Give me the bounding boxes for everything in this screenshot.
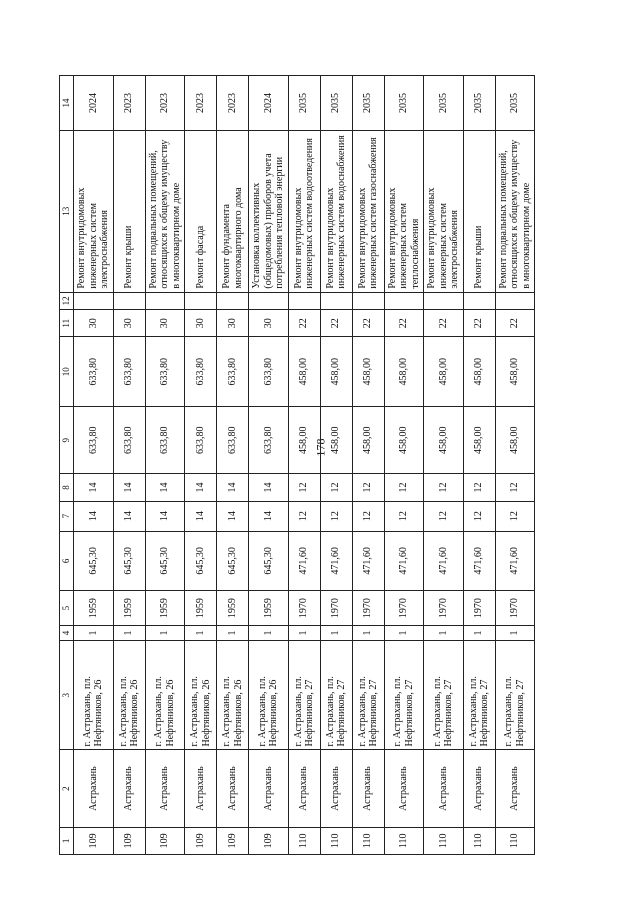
col9-area-cell: 633,80 (145, 407, 185, 474)
address-cell: г. Астрахань, пл. Нефтяников, 27 (424, 640, 464, 750)
col7-cell: 14 (217, 501, 249, 531)
col7-cell: 14 (249, 501, 289, 531)
work-type-cell: Ремонт подвальных помещений, относящихся к общему имуществу в многоквартирном доме (145, 130, 185, 292)
city-cell: Астрахань (320, 750, 352, 827)
address-cell: г. Астрахань, пл. Нефтяников, 26 (74, 640, 114, 750)
rotated-table-wrapper (59, 75, 579, 855)
year-built-cell: 1970 (288, 591, 320, 626)
work-type-cell: Ремонт внутридомовых инженерных систем теплоснабжения (384, 130, 424, 292)
column-number-11: 11 (60, 310, 74, 337)
year-built-cell: 1970 (495, 591, 535, 626)
work-type-cell: Ремонт крыши (113, 130, 145, 292)
col4-cell: 1 (74, 626, 114, 641)
table-row (384, 76, 424, 855)
col9-area-cell: 458,00 (320, 407, 352, 474)
col10-area-cell: 633,80 (74, 337, 114, 407)
col9-area-cell: 458,00 (424, 407, 464, 474)
row-index: 110 (288, 827, 320, 854)
year-built-cell: 1959 (74, 591, 114, 626)
row-index: 109 (145, 827, 185, 854)
col4-cell: 1 (185, 626, 217, 641)
col8-cell: 14 (249, 474, 289, 501)
year-planned-cell: 2035 (463, 76, 495, 131)
col7-cell: 12 (288, 501, 320, 531)
city-cell: Астрахань (145, 750, 185, 827)
city-cell: Астрахань (463, 750, 495, 827)
year-planned-cell: 2024 (249, 76, 289, 131)
repair-schedule-table (59, 75, 535, 855)
year-built-cell: 1970 (384, 591, 424, 626)
col12-cell (495, 292, 535, 309)
col9-area-cell: 633,80 (217, 407, 249, 474)
col4-cell: 1 (113, 626, 145, 641)
column-number-9: 9 (60, 407, 74, 474)
column-number-10: 10 (60, 337, 74, 407)
col8-cell: 12 (320, 474, 352, 501)
year-planned-cell: 2023 (217, 76, 249, 131)
col12-cell (217, 292, 249, 309)
work-type-cell: Ремонт внутридомовых инженерных систем водоотведения (288, 130, 320, 292)
work-type-cell: Ремонт внутридомовых инженерных систем водоснабжения (320, 130, 352, 292)
col11-cell: 30 (74, 310, 114, 337)
table-row (495, 76, 535, 855)
total-area-cell: 471,60 (384, 531, 424, 591)
address-cell: г. Астрахань, пл. Нефтяников, 27 (495, 640, 535, 750)
col11-cell: 22 (352, 310, 384, 337)
table-row (352, 76, 384, 855)
col4-cell: 1 (249, 626, 289, 641)
col12-cell (249, 292, 289, 309)
column-number-12: 12 (60, 292, 74, 309)
col9-area-cell: 458,00 (384, 407, 424, 474)
table-row (288, 76, 320, 855)
column-number-1: 1 (60, 827, 74, 854)
col9-area-cell: 633,80 (113, 407, 145, 474)
row-index: 109 (217, 827, 249, 854)
address-cell: г. Астрахань, пл. Нефтяников, 26 (217, 640, 249, 750)
row-index: 110 (463, 827, 495, 854)
city-cell: Астрахань (495, 750, 535, 827)
col11-cell: 22 (384, 310, 424, 337)
table-row (74, 76, 114, 855)
col7-cell: 14 (145, 501, 185, 531)
row-index: 110 (352, 827, 384, 854)
col11-cell: 30 (145, 310, 185, 337)
year-built-cell: 1970 (320, 591, 352, 626)
column-number-14: 14 (60, 76, 74, 131)
col4-cell: 1 (217, 626, 249, 641)
col10-area-cell: 633,80 (185, 337, 217, 407)
work-type-cell: Ремонт фундамента многоквартирного дома (217, 130, 249, 292)
col8-cell: 12 (424, 474, 464, 501)
col4-cell: 1 (352, 626, 384, 641)
col10-area-cell: 458,00 (495, 337, 535, 407)
col4-cell: 1 (288, 626, 320, 641)
table-body (74, 76, 535, 855)
col4-cell: 1 (495, 626, 535, 641)
work-type-cell: Ремонт внутридомовых инженерных систем электроснабжения (424, 130, 464, 292)
address-cell: г. Астрахань, пл. Нефтяников, 27 (463, 640, 495, 750)
col11-cell: 22 (424, 310, 464, 337)
col11-cell: 30 (113, 310, 145, 337)
table-row (463, 76, 495, 855)
col10-area-cell: 458,00 (320, 337, 352, 407)
total-area-cell: 645,30 (113, 531, 145, 591)
year-planned-cell: 2035 (384, 76, 424, 131)
year-built-cell: 1959 (145, 591, 185, 626)
total-area-cell: 645,30 (217, 531, 249, 591)
col10-area-cell: 633,80 (249, 337, 289, 407)
col12-cell (185, 292, 217, 309)
address-cell: г. Астрахань, пл. Нефтяников, 27 (352, 640, 384, 750)
col11-cell: 22 (463, 310, 495, 337)
total-area-cell: 645,30 (185, 531, 217, 591)
col11-cell: 30 (217, 310, 249, 337)
total-area-cell: 645,30 (249, 531, 289, 591)
year-built-cell: 1970 (424, 591, 464, 626)
col7-cell: 14 (113, 501, 145, 531)
col8-cell: 12 (463, 474, 495, 501)
col11-cell: 30 (249, 310, 289, 337)
year-planned-cell: 2035 (352, 76, 384, 131)
column-number-5: 5 (60, 591, 74, 626)
col8-cell: 14 (74, 474, 114, 501)
work-type-cell: Установка коллективных (общедомовых) приборов учета потребления тепловой энергии (249, 130, 289, 292)
total-area-cell: 471,60 (352, 531, 384, 591)
col8-cell: 14 (217, 474, 249, 501)
city-cell: Астрахань (74, 750, 114, 827)
col10-area-cell: 458,00 (463, 337, 495, 407)
col7-cell: 12 (352, 501, 384, 531)
col12-cell (113, 292, 145, 309)
year-built-cell: 1959 (217, 591, 249, 626)
col10-area-cell: 458,00 (352, 337, 384, 407)
col7-cell: 14 (185, 501, 217, 531)
address-cell: г. Астрахань, пл. Нефтяников, 26 (145, 640, 185, 750)
address-cell: г. Астрахань, пл. Нефтяников, 26 (113, 640, 145, 750)
col7-cell: 12 (495, 501, 535, 531)
total-area-cell: 471,60 (463, 531, 495, 591)
address-cell: г. Астрахань, пл. Нефтяников, 26 (249, 640, 289, 750)
col4-cell: 1 (463, 626, 495, 641)
year-planned-cell: 2023 (185, 76, 217, 131)
col8-cell: 14 (185, 474, 217, 501)
col7-cell: 12 (384, 501, 424, 531)
col4-cell: 1 (320, 626, 352, 641)
col12-cell (145, 292, 185, 309)
year-planned-cell: 2023 (113, 76, 145, 131)
year-planned-cell: 2035 (424, 76, 464, 131)
total-area-cell: 471,60 (288, 531, 320, 591)
col7-cell: 14 (74, 501, 114, 531)
col9-area-cell: 633,80 (249, 407, 289, 474)
col12-cell (463, 292, 495, 309)
column-number-13: 13 (60, 130, 74, 292)
column-number-7: 7 (60, 501, 74, 531)
page-number: 178 (313, 438, 328, 457)
column-number-6: 6 (60, 531, 74, 591)
year-planned-cell: 2035 (288, 76, 320, 131)
col10-area-cell: 458,00 (384, 337, 424, 407)
work-type-cell: Ремонт внутридомовых инженерных систем газоснабжения (352, 130, 384, 292)
col12-cell (424, 292, 464, 309)
year-planned-cell: 2023 (145, 76, 185, 131)
col12-cell (320, 292, 352, 309)
row-index: 110 (495, 827, 535, 854)
col9-area-cell: 633,80 (185, 407, 217, 474)
year-planned-cell: 2035 (495, 76, 535, 131)
total-area-cell: 471,60 (320, 531, 352, 591)
row-index: 110 (424, 827, 464, 854)
row-index: 109 (185, 827, 217, 854)
col12-cell (288, 292, 320, 309)
col10-area-cell: 633,80 (113, 337, 145, 407)
row-index: 110 (320, 827, 352, 854)
col7-cell: 12 (463, 501, 495, 531)
city-cell: Астрахань (424, 750, 464, 827)
total-area-cell: 471,60 (495, 531, 535, 591)
col9-area-cell: 458,00 (352, 407, 384, 474)
col12-cell (384, 292, 424, 309)
col11-cell: 22 (288, 310, 320, 337)
city-cell: Астрахань (217, 750, 249, 827)
year-built-cell: 1959 (113, 591, 145, 626)
column-number-2: 2 (60, 750, 74, 827)
col8-cell: 12 (352, 474, 384, 501)
row-index: 109 (249, 827, 289, 854)
table-row (145, 76, 185, 855)
total-area-cell: 645,30 (145, 531, 185, 591)
city-cell: Астрахань (113, 750, 145, 827)
address-cell: г. Астрахань, пл. Нефтяников, 26 (185, 640, 217, 750)
col8-cell: 12 (384, 474, 424, 501)
column-number-3: 3 (60, 640, 74, 750)
col12-cell (74, 292, 114, 309)
row-index: 110 (384, 827, 424, 854)
col11-cell: 22 (495, 310, 535, 337)
city-cell: Астрахань (249, 750, 289, 827)
col9-area-cell: 458,00 (288, 407, 320, 474)
city-cell: Астрахань (288, 750, 320, 827)
table-row (113, 76, 145, 855)
total-area-cell: 645,30 (74, 531, 114, 591)
col10-area-cell: 458,00 (424, 337, 464, 407)
col9-area-cell: 458,00 (463, 407, 495, 474)
year-planned-cell: 2024 (74, 76, 114, 131)
city-cell: Астрахань (185, 750, 217, 827)
year-built-cell: 1959 (185, 591, 217, 626)
col12-cell (352, 292, 384, 309)
address-cell: г. Астрахань, пл. Нефтяников, 27 (288, 640, 320, 750)
col4-cell: 1 (424, 626, 464, 641)
year-built-cell: 1970 (352, 591, 384, 626)
city-cell: Астрахань (384, 750, 424, 827)
col7-cell: 12 (424, 501, 464, 531)
table-row (249, 76, 289, 855)
col9-area-cell: 458,00 (495, 407, 535, 474)
col10-area-cell: 458,00 (288, 337, 320, 407)
col10-area-cell: 633,80 (145, 337, 185, 407)
column-number-8: 8 (60, 474, 74, 501)
city-cell: Астрахань (352, 750, 384, 827)
row-index: 109 (74, 827, 114, 854)
col11-cell: 22 (320, 310, 352, 337)
col9-area-cell: 633,80 (74, 407, 114, 474)
col4-cell: 1 (145, 626, 185, 641)
col7-cell: 12 (320, 501, 352, 531)
col8-cell: 14 (113, 474, 145, 501)
table-row (217, 76, 249, 855)
col11-cell: 30 (185, 310, 217, 337)
year-built-cell: 1970 (463, 591, 495, 626)
work-type-cell: Ремонт внутридомовых инженерных систем электроснабжения (74, 130, 114, 292)
col8-cell: 12 (288, 474, 320, 501)
col10-area-cell: 633,80 (217, 337, 249, 407)
work-type-cell: Ремонт подвальных помещений, относящихся к общему имуществу в многоквартирном доме (495, 130, 535, 292)
work-type-cell: Ремонт крыши (463, 130, 495, 292)
table-row (424, 76, 464, 855)
address-cell: г. Астрахань, пл. Нефтяников, 27 (320, 640, 352, 750)
table-row (185, 76, 217, 855)
table-row (320, 76, 352, 855)
col8-cell: 12 (495, 474, 535, 501)
year-built-cell: 1959 (249, 591, 289, 626)
col4-cell: 1 (384, 626, 424, 641)
column-number-4: 4 (60, 626, 74, 641)
total-area-cell: 471,60 (424, 531, 464, 591)
year-planned-cell: 2035 (320, 76, 352, 131)
row-index: 109 (113, 827, 145, 854)
column-number-row (60, 76, 74, 855)
col8-cell: 14 (145, 474, 185, 501)
address-cell: г. Астрахань, пл. Нефтяников, 27 (384, 640, 424, 750)
work-type-cell: Ремонт фасада (185, 130, 217, 292)
